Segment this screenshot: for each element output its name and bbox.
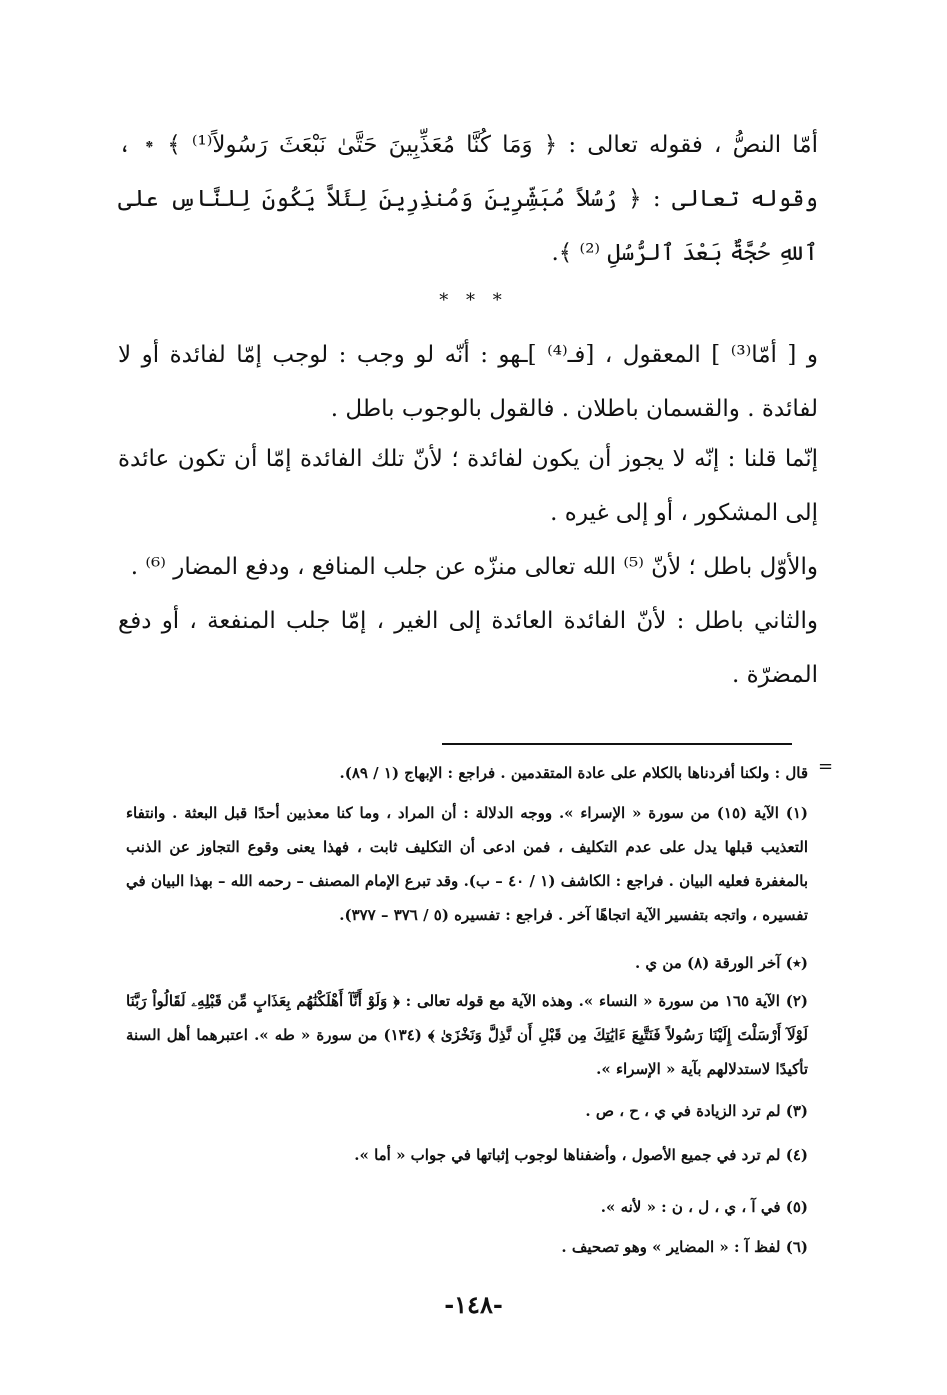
main-paragraph-5 xyxy=(118,594,818,702)
paragraph-text: و [ أمّا⁽³⁾ ] المعقول ، [فـ⁽⁴⁾ ]ـهو : أنّه لو وجب : لوجب إمّا لفائدة أو لا لفائدة . والقسمان باطلان . فالقول بالوجوب باطل . xyxy=(118,342,818,422)
main-paragraph-3 xyxy=(118,432,818,540)
footnote-text: (٭) آخر الورقة (٨) من ي . xyxy=(634,954,808,972)
footnote-text: (٢) الآية ١٦٥ من سورة « النساء ». وهذه الآية مع قوله تعالى : ﴿ وَلَوْ أَنَّآ أَهْلَكْنَٰهُم بِعَذَابٍ مِّن قَبْلِهِۦ لَقَالُواْ رَبَّنَا لَوْلَآ أَرْسَلْتَ إِلَيْنَا رَسُولاً فَنَتَّبِعَ ءَايَٰتِكَ مِن قَبْلِ أَن نَّذِلَّ وَنَخْزَىٰ ﴾ (١٣٤) من سورة « طه ». اعتبرهما أهل السنة تأكيدًا لاستدلالهم بآية « الإسراء ». xyxy=(126,992,808,1078)
footnote-text: (٣) لم ترد الزيادة في ي ، ح ، ص . xyxy=(585,1102,808,1120)
main-paragraph-2 xyxy=(118,328,818,436)
paragraph-text: أمّا النصُّ ، فقوله تعالى : ﴿ وَمَا كُنَّا مُعَذِّبِينَ حَتَّىٰ نَبْعَثَ رَسُولاً⁽¹⁾ ﴾ ٭ ، وقوله تعالى : ﴿ رُسُلاً مُبَشِّرِينَ وَمُنذِرِينَ لِئَلاَّ يَكُونَ لِلنَّاسِ على ٱللهِ حُجَّةٌ بَعْدَ ٱلرُّسُلِ ⁽²⁾ ﴾. xyxy=(118,132,818,266)
footnote-continuation-mark: = xyxy=(818,756,834,777)
paragraph-text: والثاني باطل : لأنّ الفائدة العائدة إلى الغير ، إمّا جلب المنفعة ، أو دفع المضرّة . xyxy=(118,608,818,688)
footnote-4 xyxy=(126,1138,808,1172)
footnote-star xyxy=(126,946,808,980)
footnote-5 xyxy=(126,1190,808,1224)
footnote-text: (٦) لفظ آ : « المضاير » وهو تصحيف . xyxy=(561,1238,808,1256)
footnote-1 xyxy=(126,796,808,932)
footnote-text: قال : ولكنا أفردناها بالكلام على عادة المتقدمين . فراجع : الإبهاج (١ / ٨٩). xyxy=(339,764,808,782)
section-separator: * * * xyxy=(439,290,508,311)
footnote-2 xyxy=(126,984,808,1086)
paragraph-text: إنّما قلنا : إنّه لا يجوز أن يكون لفائدة ؛ لأنّ تلك الفائدة إمّا أن تكون عائدة إلى المشكور ، أو إلى غيره . xyxy=(118,446,818,526)
main-paragraph-4 xyxy=(118,540,818,594)
footnote-text: (٥) في آ ، ي ، ل ، ن : « لأنه ». xyxy=(600,1198,808,1216)
footnote-text: (٤) لم ترد في جميع الأصول ، وأضفناها لوجوب إثباتها في جواب « أما ». xyxy=(354,1146,808,1164)
paragraph-text: والأوّل باطل ؛ لأنّ ⁽⁵⁾ الله تعالى منزّه عن جلب المنافع ، ودفع المضار ⁽⁶⁾ . xyxy=(130,554,818,580)
main-paragraph-1 xyxy=(118,118,818,280)
footnote-3 xyxy=(126,1094,808,1128)
page-number: -١٤٨- xyxy=(444,1290,503,1319)
footnote-6 xyxy=(126,1230,808,1264)
footnote-divider xyxy=(442,743,792,745)
footnote-text: (١) الآية (١٥) من سورة « الإسراء ». ووجه الدلالة : أن المراد ، وما كنا معذبين أحدًا قبل البعثة . وانتفاء التعذيب قبلها يدل على عدم التكليف ، فمن ادعى أن التكليف ثابت ، فهذا يعنى وقوع التجاوز عن الذنب بالمغفرة فعليه البيان . فراجع : الكاشف (١ / ٤٠ – ب). وقد تبرع الإمام المصنف – رحمه الله – بهذا البيان في تفسيره ، واتجه بتفسير الآية اتجاهًا آخر . فراجع : تفسيره (٥ / ٣٧٦ – ٣٧٧). xyxy=(126,804,809,924)
footnote-continuation xyxy=(126,756,808,790)
